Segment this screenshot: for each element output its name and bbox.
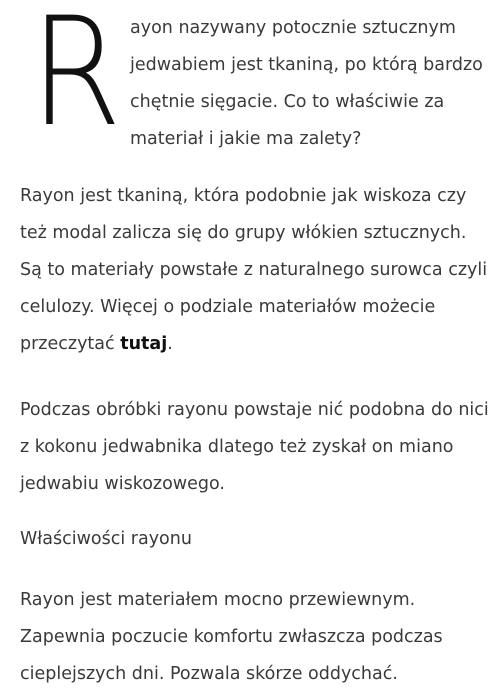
intro-text: ayon nazywany potocznie sztucznym jedwabiem jest tkaniną, po którą bardzo chętnie sięgacie. Co to właściwie za materiał i jakie ma zalety? bbox=[130, 18, 483, 149]
paragraph-end: . bbox=[167, 334, 173, 354]
paragraph-text: Rayon jest tkaniną, która podobnie jak wiskoza czy też modal zalicza się do grupy włókien sztucznych. Są to materiały powstałe z naturalnego surowca czyli celulozy. Więcej o podziale materiałów możecie przeczytać bbox=[20, 186, 488, 354]
paragraph-rayon-definition bbox=[20, 178, 492, 363]
tutaj-link[interactable]: tutaj bbox=[120, 334, 168, 354]
paragraph-processing: Podczas obróbki rayonu powstaje nić podobna do nici z kokonu jedwabnika dlatego też zyskał on miano jedwabiu wiskozowego. bbox=[20, 400, 489, 494]
section-subheading: Właściwości rayonu bbox=[20, 529, 192, 549]
dropcap-letter: R bbox=[30, 0, 120, 160]
intro-block bbox=[20, 0, 490, 160]
paragraph-properties: Rayon jest materiałem mocno przewiewnym. Zapewnia poczucie komfortu zwłaszcza podczas cieplejszych dni. Pozwala skórze oddychać. bbox=[20, 590, 443, 684]
article bbox=[20, 0, 490, 684]
